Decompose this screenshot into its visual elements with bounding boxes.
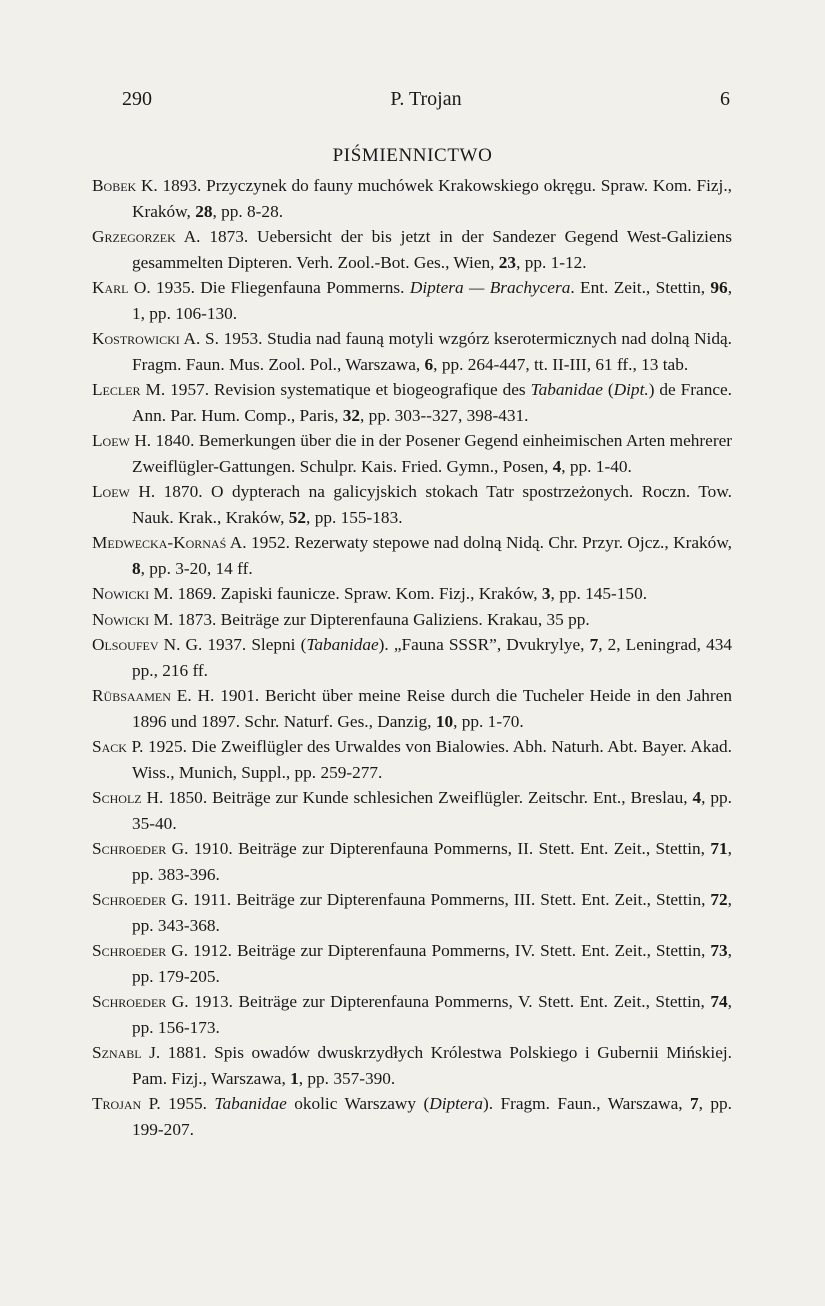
ref-text: A. S. 1953. Studia nad fauną motyli wzgórz kserotermicznych nad dolną Nidą. Fragm. Faun. Mus. Zool. Pol., Warszawa, bbox=[132, 329, 732, 374]
ref-volume: 28 bbox=[195, 201, 213, 221]
ref-text: M. 1957. Revision systematique et biogeografique des bbox=[140, 380, 531, 399]
ref-author: Rübsaamen bbox=[92, 686, 171, 705]
ref-volume: 96 bbox=[710, 278, 728, 297]
ref-author: Grzegorzek bbox=[92, 227, 176, 246]
ref-text: P. 1925. Die Zweiflügler des Urwaldes von Bialowies. Abh. Naturh. Abt. Bayer. Akad. Wiss., Munich, Suppl., pp. 259-277. bbox=[126, 737, 732, 782]
ref-italic: Tabanidae bbox=[530, 380, 603, 399]
ref-italic: Tabanidae bbox=[306, 635, 379, 654]
ref-volume: 52 bbox=[288, 507, 307, 527]
ref-text: G. 1911. Beiträge zur Dipterenfauna Pommerns, III. Stett. Ent. Zeit., Stettin, bbox=[166, 890, 711, 909]
ref-text: , pp. 3-20, 14 ff. bbox=[140, 558, 253, 578]
ref-author: Olsoufev bbox=[92, 635, 159, 654]
reference-entry bbox=[92, 734, 732, 785]
section-title: PIŚMIENNICTWO bbox=[332, 145, 493, 166]
ref-volume: 1 bbox=[290, 1068, 299, 1088]
ref-volume: 74 bbox=[710, 992, 728, 1011]
ref-text: A. 1952. Rezerwaty stepowe nad dolną Nidą. Chr. Przyr. Ojcz., Kraków, bbox=[226, 533, 732, 552]
reference-entry bbox=[92, 173, 732, 224]
ref-text: ). Fragm. Faun., Warszawa, bbox=[483, 1094, 691, 1113]
ref-text: , pp. 383-396. bbox=[132, 839, 732, 884]
ref-author: Schroeder bbox=[92, 839, 167, 858]
ref-text: , 1, pp. 106-130. bbox=[132, 278, 733, 323]
ref-text: , pp. 145-150. bbox=[550, 584, 648, 603]
ref-text: E. H. 1901. Bericht über meine Reise durch die Tucheler Heide in den Jahren 1896 und 1897. Schr. Naturf. Ges., Danzig, bbox=[132, 686, 732, 731]
reference-entry bbox=[92, 530, 732, 581]
ref-italic: Diptera bbox=[429, 1094, 483, 1113]
ref-text: M. 1873. Beiträge zur Dipterenfauna Galiziens. Krakau, 35 pp. bbox=[149, 609, 590, 629]
ref-author: Loew bbox=[92, 482, 130, 501]
reference-entry bbox=[92, 607, 732, 633]
ref-text: , pp. 179-205. bbox=[132, 941, 732, 986]
reference-entry bbox=[92, 836, 732, 887]
ref-text: , pp. 8-28. bbox=[212, 201, 284, 221]
reference-entry bbox=[92, 326, 732, 377]
ref-italic: Tabanidae bbox=[214, 1094, 287, 1113]
ref-author: Nowicki bbox=[92, 609, 150, 629]
ref-text: , pp. 35-40. bbox=[132, 788, 732, 833]
reference-entry bbox=[92, 989, 732, 1040]
ref-text: . Ent. Zeit., Stettin, bbox=[570, 278, 711, 297]
ref-text: , pp. 156-173. bbox=[132, 992, 732, 1037]
ref-author: Schroeder bbox=[92, 992, 167, 1011]
ref-author: Schroeder bbox=[92, 941, 167, 960]
ref-text: J. 1881. Spis owadów dwuskrzydłych Królestwa Polskiego i Gubernii Mińskiej. Pam. Fizj., Warszawa, bbox=[132, 1043, 732, 1088]
ref-volume: 32 bbox=[342, 405, 361, 425]
ref-text: A. 1873. Uebersicht der bis jetzt in der Sandezer Gegend West-Galiziens gesammelten Dipteren. Verh. Zool.-Bot. Ges., Wien, bbox=[132, 227, 732, 272]
ref-volume: 10 bbox=[435, 711, 454, 731]
ref-author: Sznabl bbox=[92, 1043, 142, 1062]
ref-text: , pp. 357-390. bbox=[298, 1068, 396, 1088]
reference-entry bbox=[92, 377, 732, 428]
ref-author: Trojan bbox=[92, 1094, 142, 1113]
ref-author: Sack bbox=[92, 737, 127, 756]
reference-entry bbox=[92, 275, 732, 326]
ref-volume: 4 bbox=[552, 456, 562, 476]
ref-author: Loew bbox=[92, 431, 130, 450]
reference-entry bbox=[92, 581, 732, 607]
reference-list bbox=[92, 173, 732, 1142]
reference-entry bbox=[92, 479, 732, 530]
ref-author: Nowicki bbox=[92, 584, 150, 603]
ref-text: , pp. 1-12. bbox=[516, 252, 587, 272]
page-header bbox=[122, 88, 730, 118]
ref-volume: 6 bbox=[424, 354, 434, 374]
ref-italic: Dipt. bbox=[613, 380, 649, 399]
ref-text: ) de France. Ann. Par. Hum. Comp., Paris, bbox=[132, 380, 733, 425]
ref-volume: 7 bbox=[690, 1094, 699, 1113]
ref-text: H. 1850. Beiträge zur Kunde schlesichen Zweiflügler. Zeitschr. Ent., Breslau, bbox=[141, 788, 693, 807]
reference-entry bbox=[92, 683, 732, 734]
reference-entry bbox=[92, 785, 732, 836]
ref-volume: 8 bbox=[132, 558, 141, 578]
ref-text: ). „Fauna SSSR”, Dvukrylye, bbox=[378, 635, 590, 654]
ref-text: , pp. 1-70. bbox=[453, 711, 524, 731]
reference-entry bbox=[92, 1040, 732, 1091]
ref-text: , pp. 303--327, 398-431. bbox=[360, 405, 529, 425]
ref-text: H. 1870. O dypterach na galicyjskich stokach Tatr spostrzeżonych. Roczn. Tow. Nauk. Krak., Kraków, bbox=[129, 482, 732, 527]
ref-volume: 71 bbox=[710, 839, 728, 858]
ref-text: , 2, Leningrad, 434 pp., 216 ff. bbox=[132, 635, 733, 680]
ref-volume: 7 bbox=[589, 635, 599, 654]
ref-author: Karl bbox=[92, 278, 129, 297]
page-number: 290 bbox=[122, 88, 152, 110]
ref-volume: 72 bbox=[710, 890, 728, 909]
ref-author: Lecler bbox=[92, 380, 141, 399]
ref-text: O. 1935. Die Fliegenfauna Pommerns. bbox=[128, 278, 410, 297]
ref-text: ( bbox=[602, 380, 614, 399]
ref-author: Kostrowicki bbox=[92, 329, 180, 348]
ref-italic: Diptera — Brachycera bbox=[409, 278, 571, 297]
ref-author: Scholz bbox=[92, 788, 142, 807]
ref-text: K. 1893. Przyczynek do fauny muchówek Krakowskiego okręgu. Spraw. Kom. Fizj., Kraków, bbox=[132, 176, 732, 221]
ref-text: , pp. 1-40. bbox=[561, 456, 632, 476]
ref-text: G. 1910. Beiträge zur Dipterenfauna Pommerns, II. Stett. Ent. Zeit., Stettin, bbox=[166, 839, 711, 858]
reference-entry bbox=[92, 887, 732, 938]
ref-author: Medwecka-Kornaś bbox=[92, 533, 227, 552]
ref-volume: 23 bbox=[498, 252, 517, 272]
ref-text: , pp. 264-447, tt. II-III, 61 ff., 13 tab. bbox=[433, 354, 689, 374]
ref-text: H. 1840. Bemerkungen über die in der Posener Gegend einheimischen Arten mehrerer Zweiflügler-Gattungen. Schulpr. Kais. Fried. Gymn., Posen, bbox=[129, 431, 732, 476]
ref-text: G. 1913. Beiträge zur Dipterenfauna Pommerns, V. Stett. Ent. Zeit., Stettin, bbox=[166, 992, 711, 1011]
reference-entry bbox=[92, 224, 732, 275]
ref-text: N. G. 1937. Slepni ( bbox=[158, 635, 307, 654]
ref-text: M. 1869. Zapiski faunicze. Spraw. Kom. Fizj., Kraków, bbox=[149, 584, 542, 603]
ref-volume: 3 bbox=[541, 584, 551, 603]
ref-text: P. 1955. bbox=[141, 1094, 215, 1113]
ref-text: , pp. 199-207. bbox=[132, 1094, 733, 1139]
ref-text: , pp. 155-183. bbox=[306, 507, 403, 527]
ref-text: , pp. 343-368. bbox=[132, 890, 732, 935]
ref-volume: 4 bbox=[692, 788, 702, 807]
reference-entry bbox=[92, 428, 732, 479]
ref-author: Bobek bbox=[92, 176, 137, 195]
ref-text: okolic Warszawy ( bbox=[286, 1094, 430, 1113]
reference-entry bbox=[92, 632, 732, 683]
ref-text: G. 1912. Beiträge zur Dipterenfauna Pommerns, IV. Stett. Ent. Zeit., Stettin, bbox=[166, 941, 711, 960]
running-head: P. Trojan bbox=[390, 88, 462, 110]
ref-author: Schroeder bbox=[92, 890, 167, 909]
reference-entry bbox=[92, 938, 732, 989]
ref-volume: 73 bbox=[710, 941, 728, 960]
reference-entry bbox=[92, 1091, 732, 1142]
section-number: 6 bbox=[720, 88, 730, 110]
